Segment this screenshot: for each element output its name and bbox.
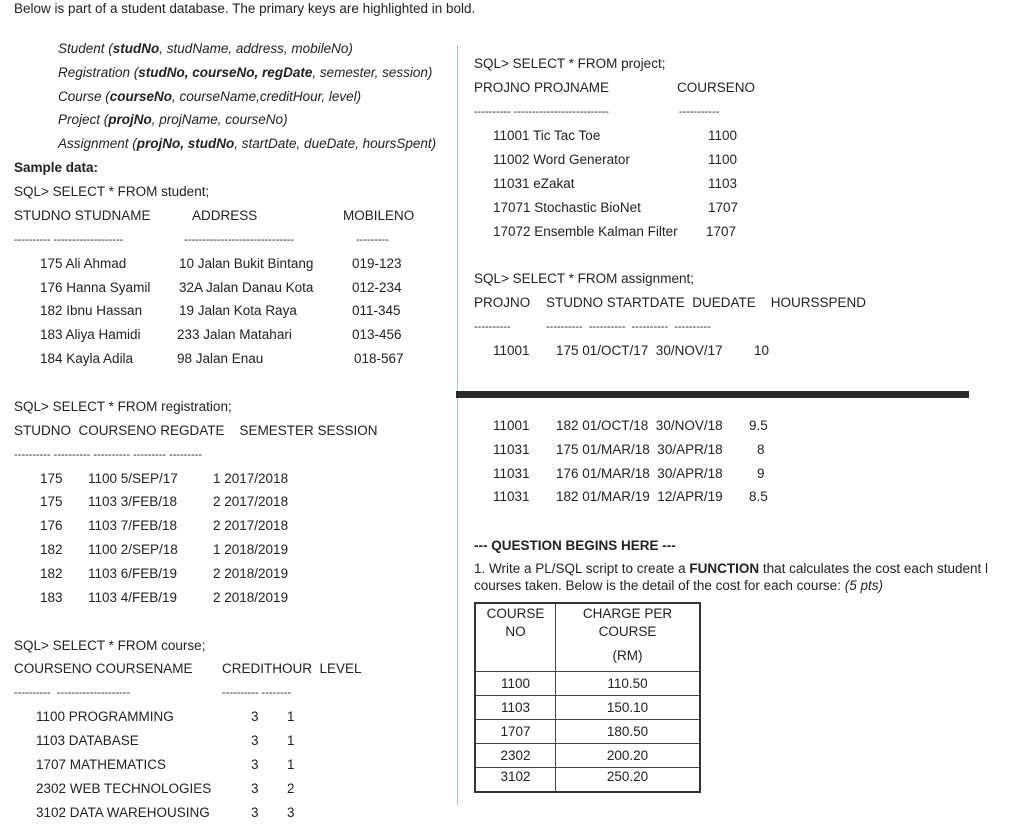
table-cell: 1707 — [706, 224, 737, 239]
assignment-query: SQL> SELECT * FROM assignment; — [474, 271, 694, 286]
table-cell: 233 Jalan Matahari — [177, 327, 292, 342]
table-row: 2302 WEB TECHNOLOGIES — [36, 781, 212, 796]
table-row — [475, 744, 700, 768]
schema-student: Student (studNo, studName, address, mobileNo) — [58, 41, 353, 56]
table-cell: 1100 2/SEP/18 — [88, 542, 178, 557]
table-row: 11031 eZakat — [493, 176, 575, 191]
table-cell: 1103 7/FEB/18 — [88, 518, 178, 533]
table-cell: 1 — [287, 709, 295, 724]
table-cell: 175 01/OCT/17 30/NOV/17 — [556, 343, 723, 358]
table-cell: 9.5 — [749, 418, 768, 433]
student-dashes-3: --------- — [356, 234, 389, 246]
assignment-header-2: STUDNO STARTDATE DUEDATE HOURSSPEND — [546, 295, 867, 310]
column-divider — [457, 45, 458, 805]
course-no-cell: 1707 — [475, 720, 556, 744]
table-cell: 2 2017/2018 — [213, 494, 289, 509]
table-row — [475, 720, 700, 744]
course-no-cell: 3102 — [475, 768, 556, 793]
table-cell: 1103 3/FEB/18 — [88, 494, 178, 509]
assignment-header-1: PROJNO — [474, 295, 531, 310]
table-row: 3102 DATA WAREHOUSING — [36, 805, 210, 820]
table-cell: 3 — [251, 709, 259, 724]
course-charge-table — [474, 602, 701, 793]
table-row: 11031 — [493, 489, 530, 504]
table-row: 11001 — [493, 418, 530, 433]
header-charge — [556, 603, 701, 672]
table-row: 175 — [40, 471, 63, 486]
table-cell: 19 Jalan Kota Raya — [179, 303, 297, 318]
table-cell: 182 01/OCT/18 30/NOV/18 — [556, 418, 723, 433]
header-charge-line: (RM) — [612, 648, 643, 663]
table-cell: 1707 — [708, 200, 739, 215]
charge-cell: 180.50 — [556, 720, 701, 744]
table-cell: 3 — [251, 781, 259, 796]
schema-course: Course (courseNo, courseName,creditHour, level) — [58, 89, 362, 104]
table-cell: 8 — [757, 442, 765, 457]
student-header-3: MOBILENO — [343, 208, 415, 223]
table-row: 176 Hanna Syamil — [40, 280, 151, 295]
project-dashes-1: ---------- -------------------------- — [474, 106, 609, 118]
charge-cell: 250.20 — [556, 768, 701, 793]
registration-header: STUDNO COURSENO REGDATE SEMESTER SESSION — [14, 423, 378, 438]
schema-assignment: Assignment (projNo, studNo, startDate, dueDate, hoursSpent) — [58, 136, 437, 151]
table-cell: 32A Jalan Danau Kota — [179, 280, 314, 295]
table-cell: 3 — [251, 733, 259, 748]
table-cell: 2 2017/2018 — [213, 518, 289, 533]
table-cell: 1103 — [708, 176, 738, 191]
course-no-cell: 1103 — [475, 696, 556, 720]
table-cell: 1100 — [708, 152, 738, 167]
question-line-1: 1. Write a PL/SQL script to create a FUNCTION that calculates the cost each student l — [474, 561, 988, 576]
table-cell: 1100 — [708, 128, 738, 143]
table-row: 11031 — [493, 442, 530, 457]
table-cell: 10 Jalan Bukit Bintang — [179, 256, 314, 271]
table-row: 176 — [40, 518, 63, 533]
table-cell: 1 — [287, 733, 295, 748]
table-cell: 98 Jalan Enau — [177, 351, 264, 366]
table-row: 1103 DATABASE — [36, 733, 139, 748]
table-cell: 2 — [287, 781, 295, 796]
sample-data-label: Sample data: — [14, 160, 99, 175]
table-row: 175 — [40, 494, 63, 509]
header-charge-line: COURSE — [598, 624, 657, 639]
table-cell: 1 2017/2018 — [213, 471, 289, 486]
student-dashes-1: ---------- ------------------- — [14, 234, 124, 246]
assignment-dashes-2: ---------- ---------- ---------- ---------- — [546, 321, 711, 333]
table-cell: 175 01/MAR/18 30/APR/18 — [556, 442, 723, 457]
table-cell: 9 — [757, 466, 765, 481]
course-no-cell: 1100 — [475, 672, 556, 696]
header-course-line: NO — [505, 624, 526, 639]
student-query: SQL> SELECT * FROM student; — [14, 184, 210, 199]
table-cell: 1103 4/FEB/19 — [88, 590, 178, 605]
table-row: 175 Ali Ahmad — [40, 256, 127, 271]
intro-text: Below is part of a student database. The primary keys are highlighted in bold. — [14, 1, 476, 16]
table-cell: 3 — [251, 757, 259, 772]
section-separator-bar — [456, 391, 969, 398]
course-query: SQL> SELECT * FROM course; — [14, 638, 206, 653]
charge-cell: 150.10 — [556, 696, 701, 720]
table-cell: 019-123 — [352, 256, 402, 271]
schema-registration: Registration (studNo, courseNo, regDate, semester, session) — [58, 65, 433, 80]
table-cell: 1 2018/2019 — [213, 542, 289, 557]
table-cell: 8.5 — [749, 489, 768, 504]
table-cell: 3 — [287, 805, 295, 820]
table-cell: 1 — [287, 757, 295, 772]
table-header-row — [475, 603, 700, 672]
table-row: 1707 MATHEMATICS — [36, 757, 167, 772]
course-header-1: COURSENO COURSENAME — [14, 661, 193, 676]
table-cell: 1103 6/FEB/19 — [88, 566, 178, 581]
course-header-2: CREDITHOUR LEVEL — [222, 661, 362, 676]
registration-dashes: ---------- ---------- ---------- --------- --------- — [14, 449, 203, 461]
course-no-cell: 2302 — [475, 744, 556, 768]
table-row: 17071 Stochastic BioNet — [493, 200, 641, 215]
table-row: 11031 — [493, 466, 530, 481]
assignment-dashes-1: ---------- — [474, 321, 511, 333]
table-cell: 018-567 — [354, 351, 404, 366]
project-dashes-2: ----------- — [679, 106, 720, 118]
table-row: 182 — [40, 542, 63, 557]
table-cell: 1100 5/SEP/17 — [88, 471, 178, 486]
student-header-1: STUDNO STUDNAME — [14, 208, 151, 223]
table-cell: 2 2018/2019 — [213, 566, 289, 581]
table-row: 184 Kayla Adila — [40, 351, 134, 366]
table-row: 182 Ibnu Hassan — [40, 303, 143, 318]
student-dashes-2: ------------------------------ — [184, 234, 294, 246]
project-query: SQL> SELECT * FROM project; — [474, 56, 666, 71]
table-row: 182 — [40, 566, 63, 581]
table-row — [475, 768, 700, 793]
charge-cell: 110.50 — [556, 672, 701, 696]
schema-project: Project (projNo, projName, courseNo) — [58, 112, 288, 127]
project-header-2: COURSENO — [677, 80, 756, 95]
table-cell: 011-345 — [352, 303, 401, 318]
student-header-2: ADDRESS — [192, 208, 258, 223]
table-row: 183 Aliya Hamidi — [40, 327, 141, 342]
header-course-line: COURSE — [486, 606, 545, 621]
table-cell: 3 — [251, 805, 259, 820]
charge-cell: 200.20 — [556, 744, 701, 768]
table-row — [475, 696, 700, 720]
registration-query: SQL> SELECT * FROM registration; — [14, 399, 232, 414]
table-row — [475, 672, 700, 696]
question-line-2: courses taken. Below is the detail of the cost for each course: (5 pts) — [474, 578, 883, 593]
table-row: 17072 Ensemble Kalman Filter — [493, 224, 678, 239]
project-header-1: PROJNO PROJNAME — [474, 80, 610, 95]
table-row: 11001 — [493, 343, 530, 358]
table-row: 183 — [40, 590, 63, 605]
table-cell: 013-456 — [352, 327, 402, 342]
table-cell: 176 01/MAR/18 30/APR/18 — [556, 466, 723, 481]
course-dashes-1: ---------- -------------------- — [14, 687, 131, 699]
table-cell: 012-234 — [352, 280, 402, 295]
table-cell: 10 — [754, 343, 770, 358]
table-row: 1100 PROGRAMMING — [36, 709, 174, 724]
question-begins-label: --- QUESTION BEGINS HERE --- — [474, 538, 676, 553]
table-cell: 2 2018/2019 — [213, 590, 289, 605]
table-cell: 182 01/MAR/19 12/APR/19 — [556, 489, 723, 504]
header-course-no — [475, 603, 556, 672]
table-row: 11001 Tic Tac Toe — [493, 128, 601, 143]
header-charge-line: CHARGE PER — [582, 606, 673, 621]
table-row: 11002 Word Generator — [493, 152, 630, 167]
course-dashes-2: ---------- -------- — [222, 687, 291, 699]
